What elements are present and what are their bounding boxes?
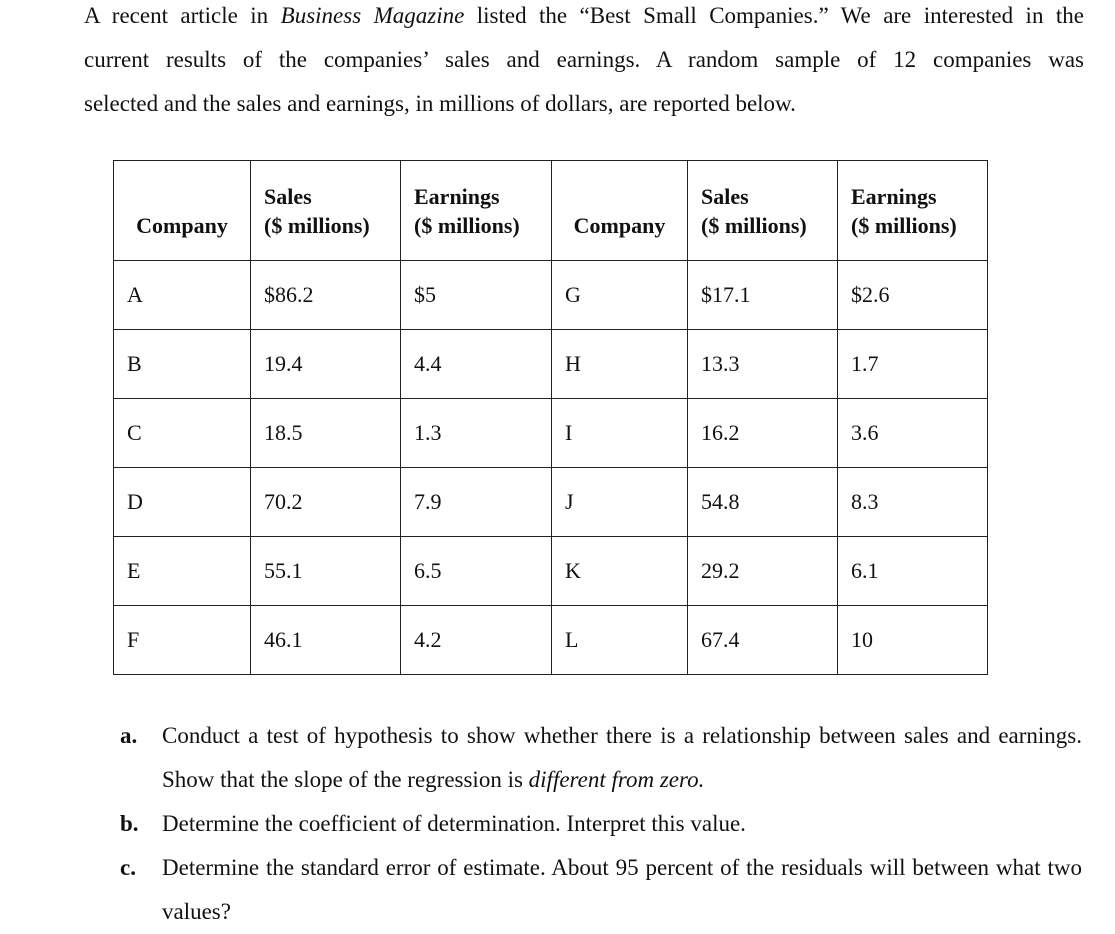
- company-cell: D: [114, 468, 251, 537]
- earnings-cell: 1.7: [838, 330, 988, 399]
- header-company-2: [552, 161, 688, 261]
- company-cell: G: [552, 261, 688, 330]
- company-cell: K: [552, 537, 688, 606]
- question-c-text: Determine the standard error of estimate. About 95 percent of the residuals will between what two values?: [162, 855, 1082, 924]
- sales-cell: 18.5: [251, 399, 401, 468]
- table-row: [114, 468, 988, 537]
- question-b-label: b.: [120, 811, 139, 836]
- header-sales-1-top: Sales: [264, 183, 312, 209]
- header-sales-2-bottom: ($ millions): [701, 212, 807, 238]
- sales-cell: 29.2: [688, 537, 838, 606]
- sales-cell: 16.2: [688, 399, 838, 468]
- header-sales-2-top: Sales: [701, 183, 749, 209]
- question-a-text-italic: different from zero.: [528, 767, 705, 792]
- intro-paragraph: [84, 0, 1084, 126]
- question-c-label: c.: [120, 855, 136, 880]
- magazine-title: Business Magazine: [280, 3, 465, 28]
- header-sales-2: [688, 161, 838, 261]
- earnings-cell: 3.6: [838, 399, 988, 468]
- question-a-text-main: Conduct a test of hypothesis to show whether there is a relationship between sales and earnings. Show that the slope of the regression is: [162, 723, 1082, 792]
- header-company-1-label: Company: [136, 212, 228, 238]
- header-company-1: [114, 161, 251, 261]
- intro-text-1a: A recent article in: [84, 3, 281, 28]
- intro-line-2: current results of the companies’ sales and earnings. A random sample of 12 companies was: [84, 47, 1084, 72]
- company-cell: E: [114, 537, 251, 606]
- intro-text-1b: listed the “Best Small Companies.” We are interested in the: [464, 3, 1084, 28]
- sales-cell: 70.2: [251, 468, 401, 537]
- header-earnings-1-bottom: ($ millions): [414, 212, 520, 238]
- company-cell: A: [114, 261, 251, 330]
- company-cell: L: [552, 606, 688, 675]
- sales-cell: 19.4: [251, 330, 401, 399]
- earnings-cell: 7.9: [401, 468, 552, 537]
- earnings-cell: 6.5: [401, 537, 552, 606]
- company-cell: B: [114, 330, 251, 399]
- question-a: [120, 714, 1082, 802]
- intro-line-3: selected and the sales and earnings, in millions of dollars, are reported below.: [84, 91, 796, 116]
- table-row: [114, 261, 988, 330]
- question-c: [120, 846, 1082, 934]
- header-earnings-2-top: Earnings: [851, 183, 937, 209]
- sales-cell: 13.3: [688, 330, 838, 399]
- sales-cell: $17.1: [688, 261, 838, 330]
- company-cell: I: [552, 399, 688, 468]
- intro-line-1: [84, 0, 1084, 38]
- sales-cell: 67.4: [688, 606, 838, 675]
- header-sales-1-bottom: ($ millions): [264, 212, 370, 238]
- earnings-cell: 4.4: [401, 330, 552, 399]
- table-row: [114, 399, 988, 468]
- earnings-cell: 1.3: [401, 399, 552, 468]
- header-earnings-2: [838, 161, 988, 261]
- company-cell: J: [552, 468, 688, 537]
- earnings-cell: 8.3: [838, 468, 988, 537]
- question-b-text: Determine the coefficient of determination. Interpret this value.: [162, 811, 746, 836]
- company-cell: H: [552, 330, 688, 399]
- header-earnings-1-top: Earnings: [414, 183, 500, 209]
- sales-cell: 55.1: [251, 537, 401, 606]
- header-earnings-1: [401, 161, 552, 261]
- sales-cell: 54.8: [688, 468, 838, 537]
- table-row: [114, 606, 988, 675]
- header-sales-1: [251, 161, 401, 261]
- table-row: [114, 330, 988, 399]
- earnings-cell: $2.6: [838, 261, 988, 330]
- company-cell: F: [114, 606, 251, 675]
- earnings-cell: $5: [401, 261, 552, 330]
- question-b: [120, 802, 1082, 846]
- earnings-cell: 10: [838, 606, 988, 675]
- earnings-cell: 4.2: [401, 606, 552, 675]
- table-header-row: [114, 161, 988, 261]
- sales-earnings-table: [113, 160, 988, 675]
- table-row: [114, 537, 988, 606]
- header-company-2-label: Company: [573, 212, 666, 238]
- question-a-label: a.: [120, 723, 138, 748]
- sales-cell: 46.1: [251, 606, 401, 675]
- question-a-text: [162, 714, 1082, 802]
- earnings-cell: 6.1: [838, 537, 988, 606]
- sales-cell: $86.2: [251, 261, 401, 330]
- header-earnings-2-bottom: ($ millions): [851, 212, 957, 238]
- question-list: [120, 714, 1082, 934]
- company-cell: C: [114, 399, 251, 468]
